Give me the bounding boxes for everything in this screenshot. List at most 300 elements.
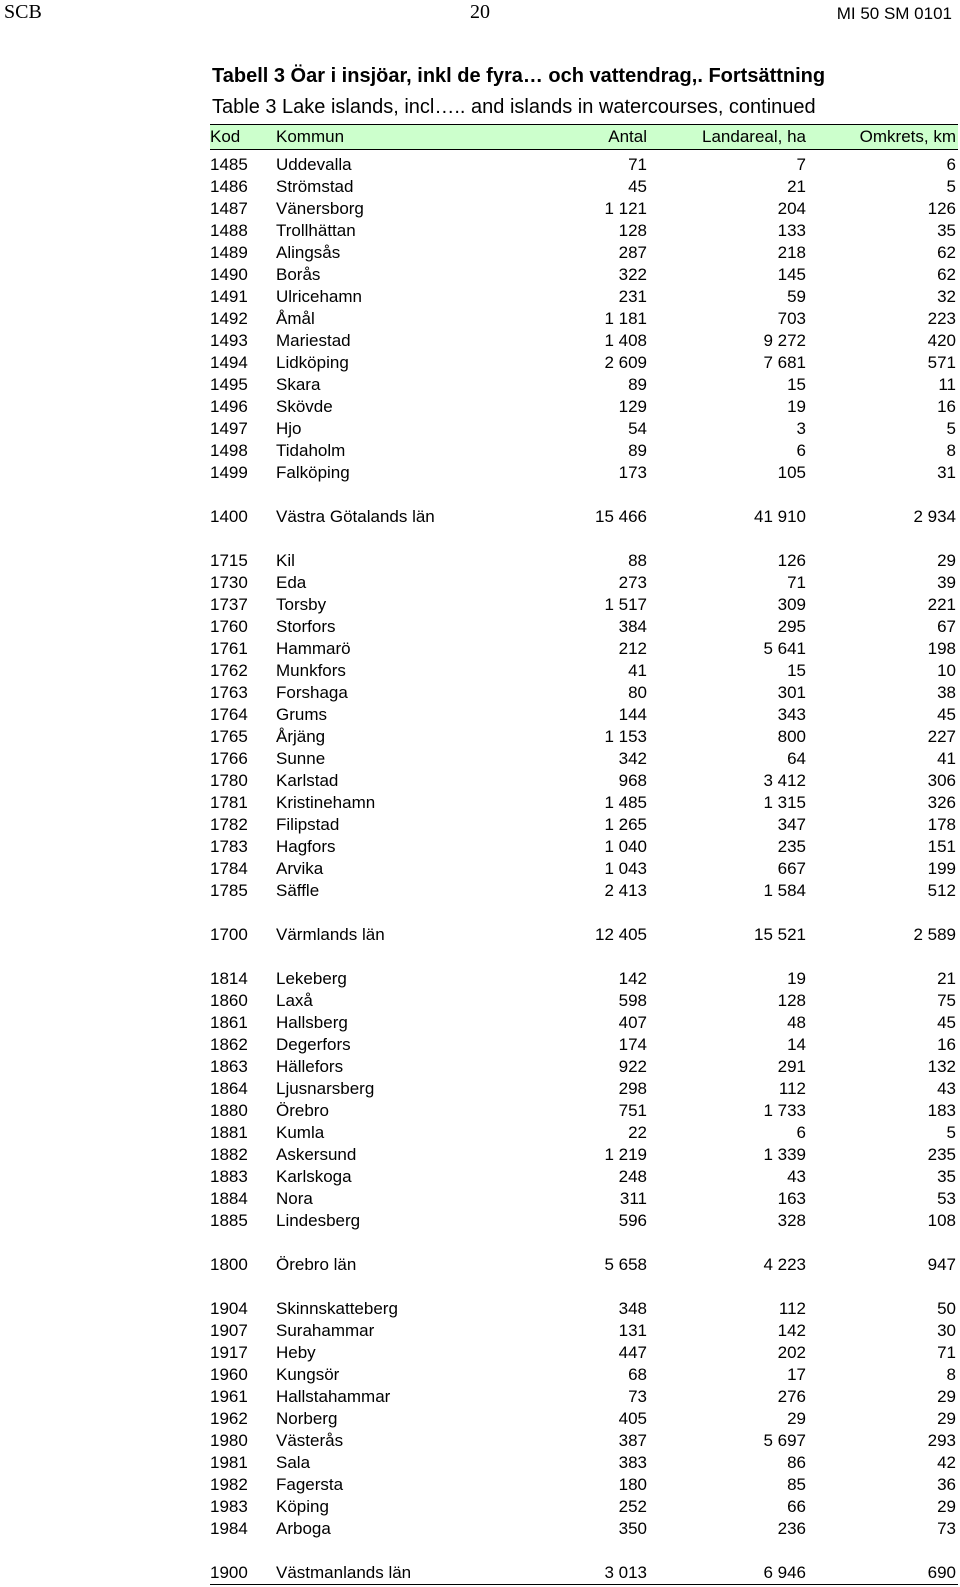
table-row [210, 286, 958, 308]
cell-kommun: Skinnskatteberg [276, 1299, 398, 1318]
cell-antal: 1 265 [604, 815, 647, 834]
cell-kod: 1962 [210, 1409, 248, 1428]
table-row [210, 1210, 958, 1232]
cell-kommun: Hallstahammar [276, 1387, 391, 1406]
cell-kod: 1492 [210, 309, 248, 328]
cell-landareal: 1 339 [763, 1145, 806, 1164]
cell-landareal: 236 [777, 1519, 806, 1538]
cell-landareal: 86 [787, 1453, 806, 1472]
cell-antal: 1 153 [604, 727, 647, 746]
cell-kod: 1860 [210, 991, 248, 1010]
cell-landareal: 43 [787, 1167, 806, 1186]
table-row [210, 1188, 958, 1210]
cell-kommun: Alingsås [276, 243, 341, 262]
cell-omkrets: 126 [927, 199, 956, 218]
cell-kod: 1883 [210, 1167, 248, 1186]
cell-landareal: 64 [787, 749, 806, 768]
spacer-cell [210, 1276, 958, 1298]
cell-antal: 80 [628, 683, 647, 702]
cell-antal: 1 219 [604, 1145, 647, 1164]
cell-kod: 1861 [210, 1013, 248, 1032]
cell-kod: 1715 [210, 551, 248, 570]
cell-kommun: Trollhättan [276, 221, 356, 240]
cell-kod: 1784 [210, 859, 248, 878]
cell-kod: 1917 [210, 1343, 248, 1362]
cell-kommun: Eda [276, 573, 307, 592]
cell-landareal: 133 [777, 221, 806, 240]
cell-antal: 273 [618, 573, 647, 592]
cell-antal: 248 [618, 1167, 647, 1186]
spacer-row [210, 1540, 958, 1562]
table-row [210, 1562, 958, 1585]
cell-antal: 311 [619, 1189, 647, 1208]
cell-omkrets: 2 934 [913, 507, 956, 526]
cell-omkrets: 6 [946, 155, 956, 174]
cell-omkrets: 62 [937, 265, 956, 284]
cell-kommun: Karlskoga [276, 1167, 352, 1186]
cell-kod: 1781 [210, 793, 248, 812]
cell-kommun: Örebro [276, 1101, 329, 1120]
cell-antal: 598 [618, 991, 647, 1010]
cell-kod: 1981 [210, 1453, 248, 1472]
cell-landareal: 235 [777, 837, 806, 856]
cell-kod: 1814 [210, 969, 248, 988]
table-row [210, 704, 958, 726]
cell-kod: 1980 [210, 1431, 248, 1450]
cell-antal: 350 [618, 1519, 647, 1538]
cell-kommun: Falköping [276, 463, 350, 482]
cell-antal: 2 609 [604, 353, 647, 372]
table-row [210, 1078, 958, 1100]
cell-antal: 2 413 [604, 881, 647, 900]
cell-antal: 1 043 [604, 859, 647, 878]
cell-kommun: Arboga [276, 1519, 331, 1538]
table-row [210, 638, 958, 660]
cell-kommun: Uddevalla [276, 155, 352, 174]
cell-landareal: 1 584 [763, 881, 806, 900]
cell-omkrets: 35 [937, 1167, 956, 1186]
cell-landareal: 145 [777, 265, 806, 284]
table-row [210, 1496, 958, 1518]
cell-landareal: 142 [777, 1321, 806, 1340]
cell-landareal: 29 [787, 1409, 806, 1428]
cell-omkrets: 10 [937, 661, 956, 680]
table-row [210, 990, 958, 1012]
cell-antal: 89 [628, 441, 647, 460]
cell-landareal: 15 [787, 375, 806, 394]
cell-landareal: 301 [777, 683, 806, 702]
cell-kommun: Årjäng [276, 727, 326, 746]
cell-omkrets: 5 [946, 419, 956, 438]
report-id: MI 50 SM 0101 [836, 4, 952, 23]
table-row [210, 594, 958, 616]
cell-kod: 1493 [210, 331, 248, 350]
table-row [210, 1012, 958, 1034]
table-row [210, 792, 958, 814]
cell-omkrets: 108 [927, 1211, 956, 1230]
spacer-cell [210, 1540, 958, 1562]
table-row [210, 1034, 958, 1056]
cell-landareal: 128 [777, 991, 806, 1010]
cell-omkrets: 420 [927, 331, 956, 350]
cell-omkrets: 223 [927, 309, 956, 328]
cell-landareal: 15 [787, 661, 806, 680]
cell-kod: 1490 [210, 265, 248, 284]
cell-antal: 231 [618, 287, 647, 306]
cell-antal: 387 [618, 1431, 647, 1450]
cell-omkrets: 947 [927, 1255, 956, 1274]
cell-antal: 5 658 [604, 1255, 647, 1274]
table-row [210, 352, 958, 374]
cell-kommun: Åmål [276, 309, 315, 328]
table-row [210, 1056, 958, 1078]
column-header-omkrets: Omkrets, km [808, 125, 958, 150]
cell-kod: 1486 [210, 177, 248, 196]
table-row [210, 418, 958, 440]
cell-landareal: 112 [778, 1079, 806, 1098]
table-body [210, 150, 958, 1585]
cell-landareal: 105 [777, 463, 806, 482]
cell-landareal: 1 315 [763, 793, 806, 812]
cell-kommun: Skara [276, 375, 321, 394]
table-row [210, 198, 958, 220]
cell-kod: 1982 [210, 1475, 248, 1494]
table-row [210, 858, 958, 880]
cell-kommun: Nora [276, 1189, 313, 1208]
cell-kod: 1700 [210, 925, 248, 944]
cell-omkrets: 41 [937, 749, 956, 768]
cell-landareal: 703 [777, 309, 806, 328]
cell-landareal: 5 697 [763, 1431, 806, 1450]
cell-kommun: Vänersborg [276, 199, 364, 218]
cell-omkrets: 326 [927, 793, 956, 812]
cell-omkrets: 8 [946, 441, 956, 460]
cell-kommun: Borås [276, 265, 321, 284]
cell-kod: 1882 [210, 1145, 248, 1164]
cell-omkrets: 62 [937, 243, 956, 262]
table-row [210, 682, 958, 704]
spacer-cell [210, 946, 958, 968]
cell-antal: 322 [618, 265, 647, 284]
cell-antal: 3 013 [516, 1562, 649, 1585]
cell-kommun: Säffle [276, 881, 320, 900]
cell-antal: 131 [618, 1321, 647, 1340]
cell-kod: 1880 [210, 1101, 248, 1120]
cell-landareal: 295 [777, 617, 806, 636]
cell-antal: 1 040 [604, 837, 647, 856]
table-row [210, 572, 958, 594]
table-row [210, 726, 958, 748]
cell-landareal: 309 [777, 595, 806, 614]
spacer-cell [210, 1232, 958, 1254]
spacer-row [210, 528, 958, 550]
cell-kommun: Västra Götalands län [276, 507, 435, 526]
cell-kod: 1496 [210, 397, 248, 416]
cell-antal: 405 [618, 1409, 647, 1428]
cell-kod: 1498 [210, 441, 248, 460]
table-row [210, 176, 958, 198]
table-row [210, 1144, 958, 1166]
cell-landareal: 6 [796, 441, 806, 460]
cell-antal: 1 181 [604, 309, 647, 328]
cell-kommun: Filipstad [276, 815, 340, 834]
table-row [210, 1320, 958, 1342]
cell-antal: 1 517 [604, 595, 647, 614]
column-header-landareal: Landareal, ha [649, 125, 808, 150]
cell-kommun: Heby [276, 1343, 316, 1362]
cell-kommun: Sala [276, 1453, 311, 1472]
cell-omkrets: 67 [937, 617, 956, 636]
cell-landareal: 163 [777, 1189, 806, 1208]
islands-table [210, 124, 958, 1585]
cell-antal: 751 [618, 1101, 647, 1120]
cell-kommun: Munkfors [276, 661, 346, 680]
table-title-swedish: Tabell 3 Öar i insjöar, inkl de fyra… och vattendrag,. Fortsättning [212, 65, 826, 87]
table-title-english: Table 3 Lake islands, incl….. and islands in watercourses, continued [212, 96, 816, 118]
cell-omkrets: 5 [946, 177, 956, 196]
cell-landareal: 126 [777, 551, 806, 570]
cell-kommun: Sunne [276, 749, 326, 768]
cell-kod: 1785 [210, 881, 248, 900]
spacer-row [210, 902, 958, 924]
cell-antal: 298 [618, 1079, 647, 1098]
cell-omkrets: 16 [937, 397, 956, 416]
cell-landareal: 3 412 [763, 771, 806, 790]
cell-kod: 1497 [210, 419, 248, 438]
cell-kod: 1765 [210, 727, 248, 746]
table-row [210, 1474, 958, 1496]
cell-landareal: 204 [777, 199, 806, 218]
cell-landareal: 276 [777, 1387, 806, 1406]
cell-omkrets: 132 [927, 1057, 956, 1076]
cell-antal: 287 [618, 243, 647, 262]
table-row [210, 1122, 958, 1144]
cell-kommun: Hagfors [276, 837, 336, 856]
spacer-row [210, 1276, 958, 1298]
cell-landareal: 3 [796, 419, 806, 438]
cell-kommun: Torsby [276, 595, 327, 614]
cell-kommun: Västerås [276, 1431, 344, 1450]
cell-landareal: 14 [787, 1035, 806, 1054]
page-number: 20 [470, 1, 490, 23]
cell-omkrets: 38 [937, 683, 956, 702]
cell-antal: 68 [628, 1365, 647, 1384]
cell-antal: 348 [618, 1299, 647, 1318]
cell-antal: 89 [628, 375, 647, 394]
cell-landareal: 59 [787, 287, 806, 306]
table-row [210, 924, 958, 946]
cell-kommun: Kungsör [276, 1365, 340, 1384]
cell-antal: 174 [618, 1035, 647, 1054]
cell-omkrets: 198 [927, 639, 956, 658]
table-row [210, 242, 958, 264]
cell-kommun: Tidaholm [276, 441, 346, 460]
cell-kommun: Ljusnarsberg [276, 1079, 375, 1098]
table-row [210, 1518, 958, 1540]
cell-antal: 129 [618, 397, 647, 416]
cell-kommun: Strömstad [276, 177, 354, 196]
cell-landareal: 347 [777, 815, 806, 834]
cell-kod: 1730 [210, 573, 248, 592]
cell-antal: 15 466 [595, 507, 647, 526]
cell-landareal: 667 [777, 859, 806, 878]
table-row [210, 1364, 958, 1386]
cell-omkrets: 21 [937, 969, 956, 988]
cell-kommun: Lindesberg [276, 1211, 361, 1230]
cell-omkrets: 29 [937, 1497, 956, 1516]
cell-kommun: Forshaga [276, 683, 348, 702]
cell-antal: 383 [618, 1453, 647, 1472]
cell-landareal: 15 521 [754, 925, 806, 944]
cell-omkrets: 235 [927, 1145, 956, 1164]
table-row [210, 1452, 958, 1474]
cell-landareal: 202 [777, 1343, 806, 1362]
cell-kod: 1800 [210, 1255, 248, 1274]
table-row [210, 396, 958, 418]
cell-omkrets: 199 [927, 859, 956, 878]
cell-landareal: 7 [796, 155, 806, 174]
spacer-cell [210, 902, 958, 924]
cell-antal: 144 [618, 705, 647, 724]
cell-antal: 342 [618, 749, 647, 768]
cell-omkrets: 306 [927, 771, 956, 790]
cell-kommun: Kil [276, 551, 295, 570]
cell-omkrets: 5 [946, 1123, 956, 1142]
cell-kod: 1400 [210, 507, 248, 526]
table-row [210, 264, 958, 286]
cell-landareal: 6 [796, 1123, 806, 1142]
cell-omkrets: 8 [946, 1365, 956, 1384]
cell-omkrets: 42 [937, 1453, 956, 1472]
column-header-kod: Kod [210, 125, 276, 150]
cell-omkrets: 571 [927, 353, 956, 372]
cell-kommun: Norberg [276, 1409, 338, 1428]
table-row [210, 1166, 958, 1188]
cell-antal: 173 [618, 463, 647, 482]
cell-kommun: Mariestad [276, 331, 351, 350]
cell-antal: 922 [618, 1057, 647, 1076]
table-header-row [210, 125, 958, 150]
column-header-kommun: Kommun [276, 125, 516, 150]
table-row [210, 836, 958, 858]
cell-omkrets: 16 [937, 1035, 956, 1054]
cell-omkrets: 2 589 [913, 925, 956, 944]
cell-omkrets: 75 [937, 991, 956, 1010]
cell-landareal: 218 [777, 243, 806, 262]
spacer-row [210, 946, 958, 968]
cell-kod: 1885 [210, 1211, 248, 1230]
cell-kod: 1485 [210, 155, 248, 174]
cell-omkrets: 29 [937, 1387, 956, 1406]
cell-kod: 1495 [210, 375, 248, 394]
cell-kod: 1760 [210, 617, 248, 636]
cell-antal: 73 [628, 1387, 647, 1406]
cell-landareal: 71 [787, 573, 806, 592]
cell-landareal: 343 [777, 705, 806, 724]
cell-landareal: 6 946 [649, 1562, 808, 1585]
table-row [210, 1254, 958, 1276]
cell-kod: 1983 [210, 1497, 248, 1516]
cell-landareal: 48 [787, 1013, 806, 1032]
cell-kommun: Hallsberg [276, 1013, 348, 1032]
spacer-row [210, 484, 958, 506]
cell-kommun: Köping [276, 1497, 329, 1516]
cell-kod: 1864 [210, 1079, 248, 1098]
cell-landareal: 85 [787, 1475, 806, 1494]
column-header-antal: Antal [516, 125, 649, 150]
cell-antal: 447 [618, 1343, 647, 1362]
cell-kod: 1960 [210, 1365, 248, 1384]
table-row [210, 220, 958, 242]
cell-antal: 180 [618, 1475, 647, 1494]
cell-omkrets: 512 [927, 881, 956, 900]
cell-landareal: 9 272 [763, 331, 806, 350]
cell-omkrets: 11 [938, 375, 956, 394]
spacer-cell [210, 528, 958, 550]
cell-kommun: Degerfors [276, 1035, 351, 1054]
cell-antal: 1 485 [604, 793, 647, 812]
cell-landareal: 7 681 [763, 353, 806, 372]
cell-kod: 1491 [210, 287, 248, 306]
spacer-row [210, 1232, 958, 1254]
cell-kod: 1780 [210, 771, 248, 790]
cell-kod: 1783 [210, 837, 248, 856]
cell-omkrets: 45 [937, 705, 956, 724]
table-row [210, 660, 958, 682]
table-row [210, 770, 958, 792]
table-row [210, 462, 958, 484]
cell-kommun: Örebro län [276, 1255, 357, 1274]
cell-omkrets: 293 [927, 1431, 956, 1450]
cell-kommun: Hjo [276, 419, 302, 438]
cell-antal: 71 [628, 155, 647, 174]
cell-landareal: 19 [787, 397, 806, 416]
table-row [210, 374, 958, 396]
cell-landareal: 291 [777, 1057, 806, 1076]
cell-kod: 1499 [210, 463, 248, 482]
cell-omkrets: 39 [937, 573, 956, 592]
table-row [210, 440, 958, 462]
cell-omkrets: 690 [808, 1562, 958, 1585]
cell-kod: 1487 [210, 199, 248, 218]
cell-antal: 45 [628, 177, 647, 196]
cell-landareal: 112 [778, 1299, 806, 1318]
cell-antal: 407 [618, 1013, 647, 1032]
cell-kod: 1761 [210, 639, 248, 658]
cell-antal: 212 [618, 639, 647, 658]
cell-landareal: 21 [787, 177, 806, 196]
cell-antal: 128 [618, 221, 647, 240]
cell-antal: 12 405 [595, 925, 647, 944]
table-row [210, 1408, 958, 1430]
cell-kod: 1766 [210, 749, 248, 768]
cell-antal: 1 408 [604, 331, 647, 350]
cell-kod: 1764 [210, 705, 248, 724]
cell-antal: 1 121 [604, 199, 647, 218]
cell-kommun: Laxå [276, 991, 313, 1010]
cell-omkrets: 45 [937, 1013, 956, 1032]
cell-kod: 1863 [210, 1057, 248, 1076]
cell-landareal: 800 [777, 727, 806, 746]
cell-kommun: Skövde [276, 397, 333, 416]
cell-omkrets: 151 [927, 837, 956, 856]
cell-kod: 1862 [210, 1035, 248, 1054]
table-row [210, 968, 958, 990]
cell-kommun: Kristinehamn [276, 793, 376, 812]
cell-omkrets: 221 [927, 595, 956, 614]
cell-kod: 1489 [210, 243, 248, 262]
table-row [210, 506, 958, 528]
